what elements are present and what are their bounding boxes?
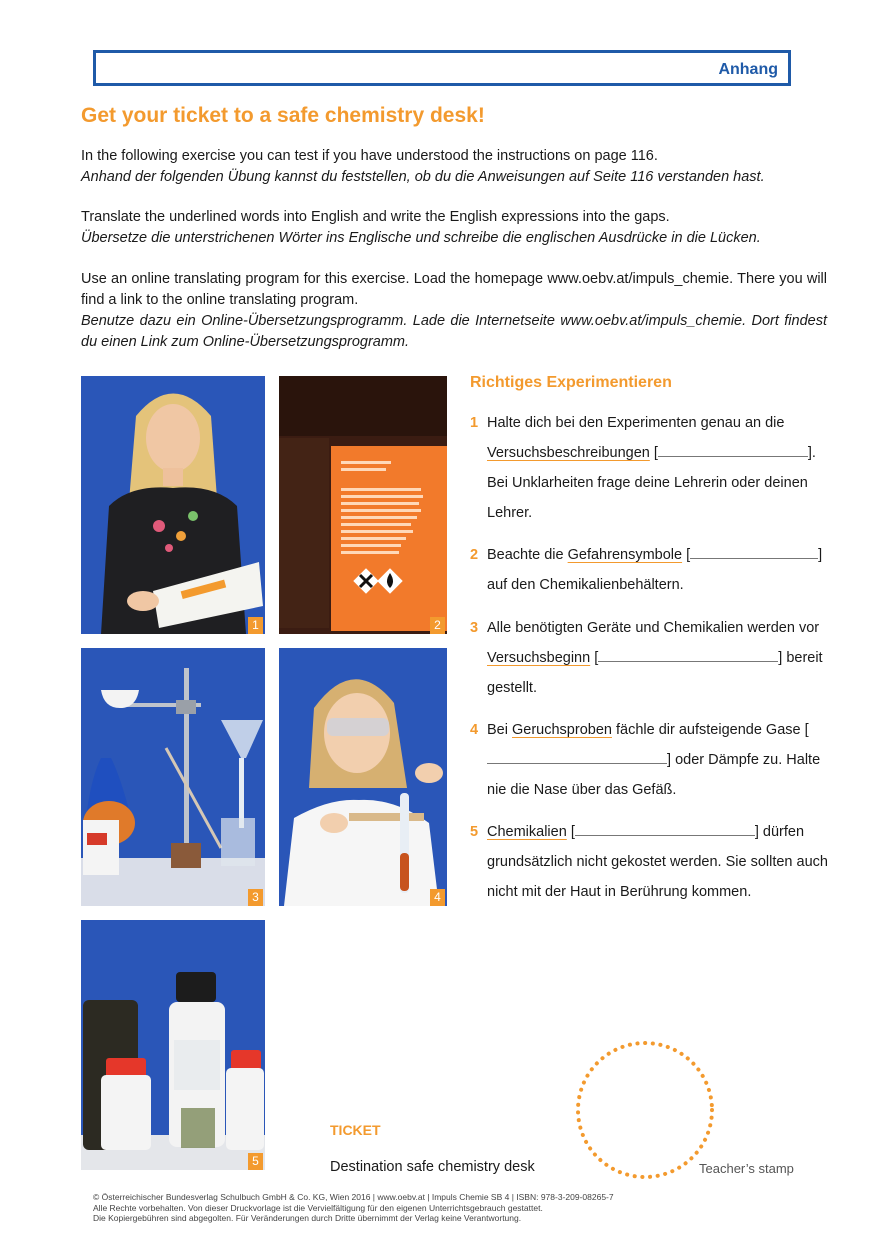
ticket-label: TICKET	[330, 1122, 381, 1138]
rule-number: 5	[470, 824, 479, 840]
photo-hazard-bottle	[279, 376, 447, 634]
rule-item: 4 Bei Geruchsproben fächle dir aufsteigende Gase [] oder Dämpfe zu. Halte nie die Nase über das Gefäß.	[470, 715, 840, 805]
photo-number-badge: 1	[248, 617, 263, 634]
rule-item: 5 Chemikalien [ ] dürfen grundsätzlich nicht gekostet werden. Sie sollten auch nicht mit der Haut in Berührung kommen.	[470, 817, 840, 907]
section-header-box	[93, 50, 791, 86]
photo-lab-equipment	[81, 648, 265, 906]
underlined-word: Versuchsbeschreibungen	[487, 445, 650, 461]
intro-en: Translate the underlined words into English and write the English expressions into the gaps.	[81, 209, 670, 225]
rule-text: Bei Unklarheiten frage deine Lehrerin oder deinen Lehrer.	[487, 475, 808, 521]
rule-item: 3 Alle benötigten Geräte und Chemikalien werden vor Versuchsbeginn [ ] bereit gestellt.	[470, 613, 840, 703]
photo-smell-test	[279, 648, 447, 906]
rule-number: 4	[470, 722, 479, 738]
rule-text: auf den Chemikalienbehältern.	[487, 577, 684, 593]
underlined-word: Gefahrensymbole	[567, 547, 683, 563]
rule-item: 1 Halte dich bei den Experimenten genau an die Versuchsbeschreibungen [ ]. Bei Unklarheiten frage deine Lehrerin oder deinen Lehrer.	[470, 408, 840, 528]
photo-number-badge: 2	[430, 617, 445, 634]
photo-number-badge: 5	[248, 1153, 263, 1170]
intro-de: Benutze dazu ein Online-Übersetzungsprogramm. Lade die Internetseite www.oebv.at/impuls_chemie. Dort findest du einen Link zum Online-Übersetzungsprogramm.	[81, 313, 827, 350]
rule-text: fächle dir aufsteigende Gase	[615, 722, 801, 738]
rule-text: bereit gestellt.	[487, 650, 823, 696]
stamp-label: Teacher’s stamp	[699, 1161, 794, 1176]
rule-text: dürfen grundsätzlich nicht gekostet werden. Sie sollten auch nicht mit der Haut in Berührung kommen.	[487, 824, 828, 900]
photo-student-reading	[81, 376, 265, 634]
translation-gap[interactable]	[598, 647, 778, 662]
photo-number-badge: 4	[430, 889, 445, 906]
translation-gap[interactable]	[690, 544, 818, 559]
page-title: Get your ticket to a safe chemistry desk!	[81, 104, 485, 127]
photo-chemical-bottles	[81, 920, 265, 1170]
intro-en: In the following exercise you can test if you have understood the instructions on page 116.	[81, 148, 658, 164]
intro-en: Use an online translating program for this exercise. Load the homepage www.oebv.at/impuls_chemie. There you will find a link to the online translating program.	[81, 271, 827, 308]
intro-paragraph-1	[81, 146, 827, 188]
translation-gap[interactable]	[658, 442, 808, 457]
rule-number: 2	[470, 547, 479, 563]
rule-text: Bei	[487, 722, 508, 738]
intro-de: Anhand der folgenden Übung kannst du feststellen, ob du die Anweisungen auf Seite 116 verstanden hast.	[81, 169, 765, 185]
rule-number: 1	[470, 415, 479, 431]
intro-de: Übersetze die unterstrichenen Wörter ins Englische und schreibe die englischen Ausdrücke in die Lücken.	[81, 230, 761, 246]
footer-line: Die Kopiergebühren sind abgegolten. Für Veränderungen durch Dritte übernimmt der Verlag keine Verantwortung.	[93, 1213, 522, 1223]
rules-title: Richtiges Experimentieren	[470, 374, 672, 391]
ticket-destination: Destination safe chemistry desk	[330, 1159, 535, 1175]
intro-paragraph-3	[81, 269, 827, 353]
translation-gap[interactable]	[575, 821, 755, 836]
rule-text: oder Dämpfe zu. Halte nie die Nase über das Gefäß.	[487, 752, 821, 798]
translation-gap[interactable]	[487, 749, 667, 764]
footer-line: Alle Rechte vorbehalten. Von dieser Druckvorlage ist die Vervielfältigung für den eigenen Unterrichtsgebrauch gestattet.	[93, 1202, 543, 1213]
rule-item: 2 Beachte die Gefahrensymbole [ ] auf den Chemikalienbehältern.	[470, 540, 840, 600]
rule-text: Alle benötigten Geräte und Chemikalien werden vor	[487, 620, 820, 636]
rule-text: Beachte die	[487, 547, 564, 563]
section-label: Anhang	[718, 61, 778, 78]
underlined-word: Chemikalien	[487, 824, 567, 840]
copyright-footer	[93, 1192, 614, 1224]
rule-text: Halte dich bei den Experimenten genau an die	[487, 415, 785, 431]
footer-line: © Österreichischer Bundesverlag Schulbuch GmbH & Co. KG, Wien 2016 | www.oebv.at | Impuls Chemie SB 4 | ISBN: 978-3-209-08265-7	[93, 1192, 614, 1202]
intro-paragraph-2	[81, 207, 827, 249]
underlined-word: Geruchsproben	[512, 722, 612, 738]
photo-number-badge: 3	[248, 889, 263, 906]
rule-number: 3	[470, 620, 479, 636]
underlined-word: Versuchsbeginn	[487, 650, 591, 666]
